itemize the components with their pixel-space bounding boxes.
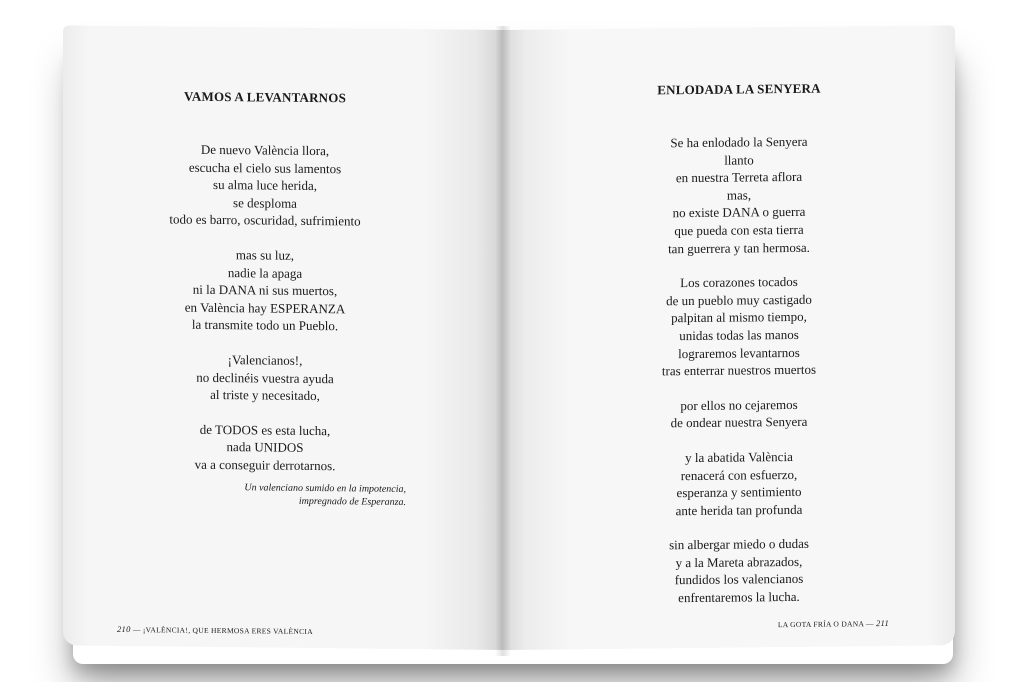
poem-line: al triste y necesitado,	[210, 387, 320, 404]
poem-line: Los corazones tocados	[680, 274, 798, 291]
poem-line: de ondear nuestra Senyera	[670, 414, 808, 431]
poem-line: no existe DANA o guerra	[672, 204, 806, 221]
poem-line: mas su luz,	[235, 247, 295, 263]
running-title: ¡VALÈNCIA!, QUE HERMOSA ERES VALÈNCIA	[142, 625, 313, 637]
poem-line: Se ha enlodado la Senyera	[670, 133, 808, 151]
poem-line: nadie la apaga	[227, 264, 303, 281]
poem-line: por ellos no cejaremos	[680, 396, 798, 413]
poem-line: De nuevo València llora,	[200, 141, 330, 159]
left-page-footer	[117, 624, 313, 636]
left-poem-title: VAMOS A LEVANTARNOS	[183, 88, 346, 106]
left-poem-body	[63, 139, 485, 493]
right-stanza-3	[513, 394, 955, 434]
poem-line: la transmite todo un Pueblo.	[191, 317, 339, 334]
footer-separator: —	[865, 619, 874, 629]
left-stanza-1	[63, 139, 485, 232]
poem-line: palpitan al mismo tiempo,	[671, 309, 807, 326]
right-page-footer	[778, 618, 889, 629]
poem-line: llanto	[724, 151, 754, 168]
poem-line: en nuestra Terreta aflora	[675, 169, 803, 186]
poem-line: todo es barro, oscuridad, sufrimiento	[169, 211, 361, 229]
poem-line: unidas todas las manos	[679, 326, 799, 344]
poem-line: escucha el cielo sus lamentos	[188, 159, 342, 176]
poem-line: que pueda con esta tierra	[674, 221, 804, 239]
poem-line: de un pueblo muy castigado	[666, 291, 812, 309]
poem-line: mas,	[726, 187, 752, 203]
poem-line: fundidos los valencianos	[674, 571, 804, 588]
author-signature	[244, 481, 406, 509]
open-book	[55, 14, 965, 664]
left-stanza-3	[63, 349, 485, 406]
poem-line: y a la Mareta abrazados,	[675, 553, 803, 571]
poem-line: en València hay ESPERANZA	[184, 299, 346, 317]
poem-line: enfrentaremos la lucha.	[678, 588, 800, 606]
right-stanza-1	[513, 131, 955, 259]
poem-line: sin albergar miedo o dudas	[669, 536, 809, 553]
page-number: 211	[875, 617, 889, 629]
poem-line: ni la DANA ni sus muertos,	[192, 281, 338, 299]
left-stanza-4	[63, 419, 485, 476]
right-stanza-4	[513, 446, 955, 521]
poem-line: tras enterrar nuestros muertos	[661, 361, 817, 379]
poem-line: tan guerrera y tan hermosa.	[668, 239, 810, 256]
poem-line: ¡Valencianos!,	[227, 352, 303, 368]
signature-line: Un valenciano sumido en la impotencia,	[244, 482, 406, 495]
right-poem-body	[513, 131, 955, 625]
left-page	[63, 25, 503, 650]
page-number: 210	[117, 623, 131, 635]
right-poem-title: ENLODADA LA SENYERA	[657, 80, 821, 98]
poem-line: se desploma	[233, 194, 297, 211]
poem-line: su alma luce herida,	[213, 177, 317, 194]
poem-line: y la abatida València	[685, 448, 793, 465]
signature-line: impregnado de Esperanza.	[298, 495, 406, 508]
left-stanza-2	[63, 244, 485, 337]
poem-line: no declinéis vuestra ayuda	[196, 369, 334, 386]
poem-line: va a conseguir derrotarnos.	[194, 456, 336, 474]
poem-line: esperanza y sentimiento	[676, 483, 802, 501]
poem-line: renacerá con esfuerzo,	[680, 466, 798, 483]
footer-separator: —	[132, 625, 141, 635]
right-stanza-5	[513, 533, 955, 608]
poem-line: nada UNIDOS	[226, 439, 304, 456]
right-stanza-2	[513, 271, 955, 381]
poem-line: lograremos levantarnos	[678, 344, 800, 361]
running-title: LA GOTA FRÍA O DANA	[777, 619, 864, 630]
right-page	[503, 25, 955, 650]
poem-line: ante herida tan profunda	[675, 501, 803, 518]
poem-line: de TODOS es esta lucha,	[199, 421, 331, 438]
